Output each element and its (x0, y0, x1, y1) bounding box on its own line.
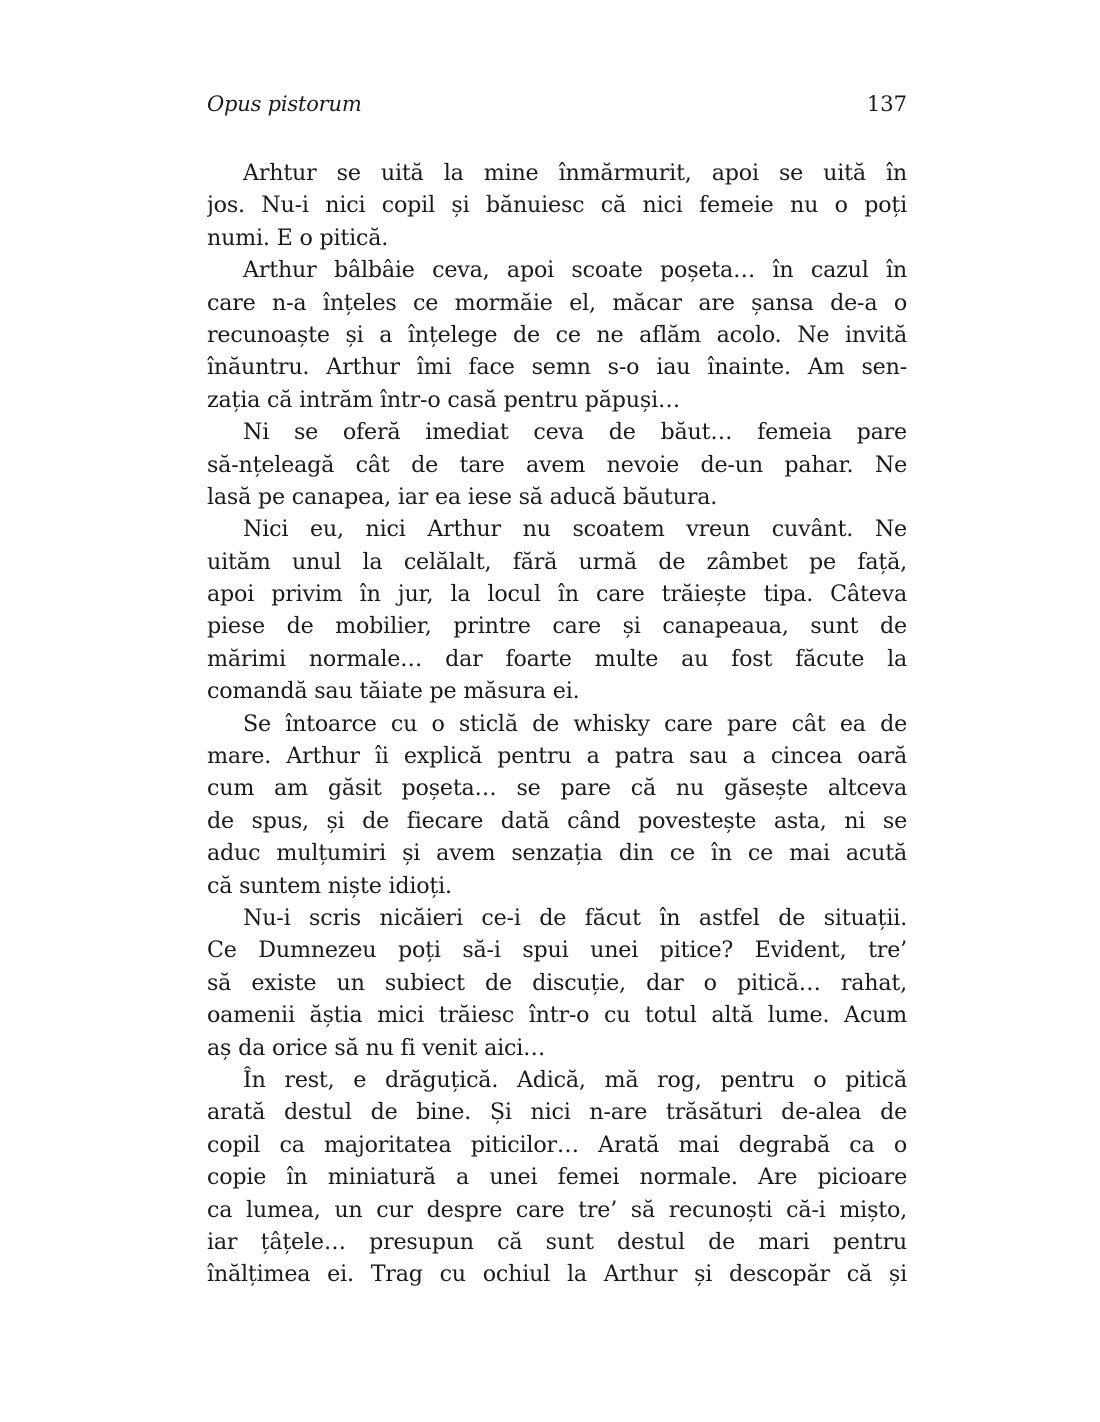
text-line: apoi privim în jur, la locul în care trăiește tipa. Câteva (207, 581, 907, 608)
paragraph (207, 157, 907, 254)
text-line: lasă pe canapea, iar ea iese să aducă băutura. (207, 483, 718, 510)
text-line: copil ca majoritatea piticilor… Arată mai degrabă ca o (207, 1131, 907, 1158)
text-line: mare. Arthur îi explică pentru a patra sau a cincea oară (207, 743, 907, 770)
page-number: 137 (866, 92, 907, 116)
text-line: care n-a înțeles ce mormăie el, măcar are șansa de-a o (207, 289, 907, 316)
text-line: zația că intrăm într-o casă pentru păpuși… (207, 386, 680, 413)
running-head (207, 92, 907, 128)
text-line: iar țâțele… presupun că sunt destul de mari pentru (207, 1228, 907, 1255)
text-line: Ce Dumnezeu poți să-i spui unei pitice? Evident, tre’ (207, 937, 907, 964)
paragraph (207, 708, 907, 902)
text-line: jos. Nu-i nici copil și bănuiesc că nici femeie nu o poți (207, 192, 907, 219)
text-line: Se întoarce cu o sticlă de whisky care pare cât ea de (243, 710, 907, 737)
text-line: numi. E o pitică. (207, 224, 389, 251)
text-line: oamenii ăștia mici trăiesc într-o cu totul altă lume. Acum (207, 1002, 907, 1029)
text-line: Arthur bâlbâie ceva, apoi scoate poșeta… în cazul în (243, 257, 907, 284)
paragraph (207, 1064, 907, 1291)
text-line: copie în miniatură a unei femei normale. Are picioare (207, 1164, 907, 1191)
paragraph (207, 416, 907, 513)
text-line: piese de mobilier, printre care și canapeaua, sunt de (207, 613, 907, 640)
text-line: că suntem niște idioți. (207, 872, 452, 899)
text-line: Nu-i scris nicăieri ce-i de făcut în astfel de situații. (243, 904, 907, 931)
text-line: În rest, e drăguțică. Adică, mă rog, pentru o pitică (243, 1066, 907, 1093)
text-line: uităm unul la celălalt, fără urmă de zâmbet pe față, (207, 548, 907, 575)
text-line: aș da orice să nu fi venit aici… (207, 1034, 546, 1061)
text-line: arată destul de bine. Și nici n-are trăsături de-alea de (207, 1099, 907, 1126)
paragraph (207, 513, 907, 707)
text-line: ca lumea, un cur despre care tre’ să recunoști că-i mișto, (207, 1196, 907, 1223)
text-line: înălțimea ei. Trag cu ochiul la Arthur și descopăr că și (207, 1261, 907, 1288)
text-line: aduc mulțumiri și avem senzația din ce în ce mai acută (207, 840, 907, 867)
paragraph (207, 254, 907, 416)
text-line: Nici eu, nici Arthur nu scoatem vreun cuvânt. Ne (243, 516, 907, 543)
running-title: Opus pistorum (207, 92, 362, 116)
text-line: să-nțeleagă cât de tare avem nevoie de-un pahar. Ne (207, 451, 907, 478)
text-line: înăuntru. Arthur îmi face semn s-o iau înainte. Am sen- (207, 354, 907, 381)
paragraph (207, 902, 907, 1064)
text-line: Ni se oferă imediat ceva de băut… femeia pare (243, 419, 907, 446)
text-line: de spus, și de fiecare dată când povestește asta, ni se (207, 807, 907, 834)
text-line: comandă sau tăiate pe măsura ei. (207, 678, 580, 705)
text-line: mărimi normale… dar foarte multe au fost făcute la (207, 645, 907, 672)
text-line: cum am găsit poșeta… se pare că nu găsește altceva (207, 775, 907, 802)
body-text (207, 157, 907, 1291)
text-line: recunoaște și a înțelege de ce ne aflăm acolo. Ne invită (207, 321, 907, 348)
text-line: Arhtur se uită la mine înmărmurit, apoi se uită în (243, 160, 907, 186)
text-line: să existe un subiect de discuție, dar o pitică… rahat, (207, 969, 907, 996)
